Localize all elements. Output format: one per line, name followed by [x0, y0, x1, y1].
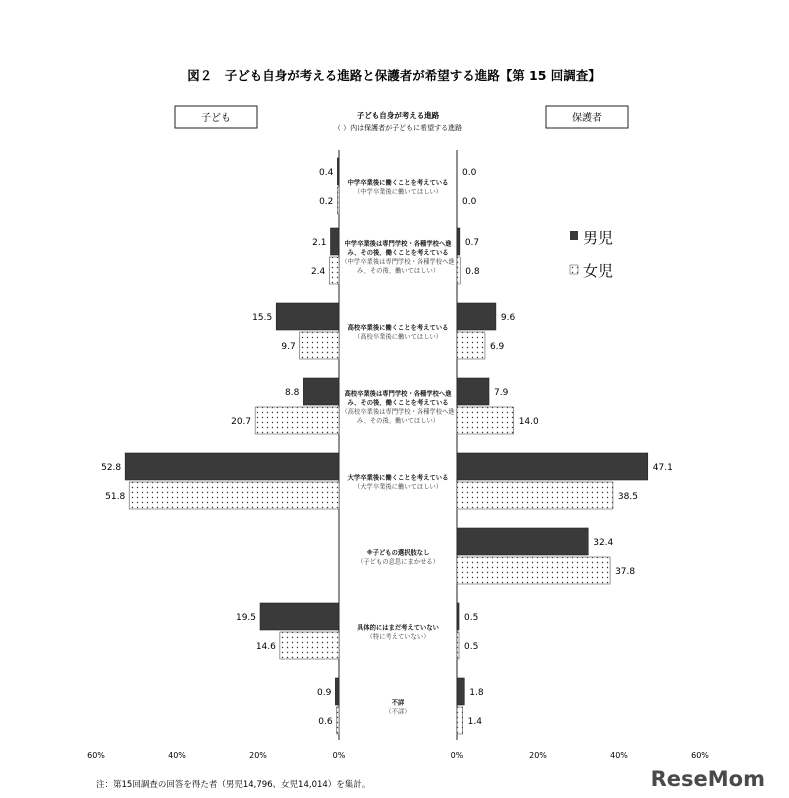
bar-child-boy-7-value: 0.9	[317, 688, 332, 698]
bar-parent-boy-6	[457, 603, 459, 630]
bar-child-boy-1	[330, 228, 339, 255]
bar-parent-girl-5-value: 37.8	[615, 567, 636, 577]
category-sublabel: （大学卒業後に働いてほしい）	[353, 483, 443, 491]
panel-label-left: 子ども	[201, 113, 231, 124]
bar-parent-girl-2-value: 6.9	[489, 342, 505, 352]
category-label: 不詳	[391, 699, 405, 707]
bar-parent-girl-4	[457, 482, 613, 509]
category-label: 具体的にはまだ考えていない	[357, 624, 439, 632]
bar-child-girl-6	[280, 632, 339, 659]
center-header-line2: （ ）内は保護者が子どもに希望する進路	[333, 124, 463, 132]
category-sublabel: （子どもの意思にまかせる）	[357, 558, 439, 566]
bar-parent-girl-1	[457, 257, 460, 284]
right-tick-label: 0%	[450, 751, 464, 760]
footnote: 注：第15回調査の回答を得た者（男児14,796、女児14,014）を集計。	[96, 780, 371, 790]
right-tick-label: 60%	[691, 751, 709, 760]
left-tick-label: 0%	[332, 751, 346, 760]
bar-parent-boy-1	[457, 228, 460, 255]
bar-parent-boy-7	[457, 678, 464, 705]
bar-parent-boy-1-value: 0.7	[464, 238, 480, 248]
bar-child-girl-2-value: 9.7	[281, 342, 296, 352]
bar-parent-boy-5-value: 32.4	[593, 538, 614, 548]
category-sublabel: み、その後、働いてほしい）	[356, 417, 440, 425]
bar-parent-boy-7-value: 1.8	[469, 688, 484, 698]
bar-parent-girl-6	[457, 632, 459, 659]
bar-child-girl-7-value: 0.6	[318, 717, 333, 727]
bar-child-girl-1	[329, 257, 339, 284]
bar-child-boy-4-value: 52.8	[101, 463, 122, 473]
category-label: 中学卒業後は専門学校・各種学校へ進	[344, 240, 452, 248]
legend-swatch-girl	[570, 265, 578, 274]
category-sublabel: （中学卒業後に働いてほしい）	[353, 188, 443, 196]
bar-parent-girl-3-value: 14.0	[518, 417, 539, 427]
category-sublabel: （特に考えていない）	[366, 633, 430, 641]
bar-child-boy-3	[303, 378, 339, 405]
bar-child-girl-0-value: 0.2	[319, 197, 334, 207]
bar-child-girl-1-value: 2.4	[310, 267, 326, 277]
bar-parent-girl-1-value: 0.8	[465, 267, 480, 277]
bar-child-boy-2	[276, 303, 339, 330]
bar-parent-boy-3-value: 7.9	[493, 388, 509, 398]
bar-child-girl-7	[337, 707, 339, 734]
bar-parent-boy-4	[457, 453, 648, 480]
bar-parent-girl-5	[457, 557, 610, 584]
bar-parent-boy-2-value: 9.6	[500, 313, 516, 323]
bar-child-boy-6-value: 19.5	[235, 613, 257, 623]
right-tick-label: 20%	[529, 751, 547, 760]
bar-child-girl-2	[300, 332, 339, 359]
left-tick-label: 40%	[168, 751, 186, 760]
category-label: 高校卒業後に働くことを考えている	[347, 324, 449, 332]
category-label: み、その後、働くことを考えている	[347, 399, 449, 407]
legend-label-girl: 女児	[583, 262, 614, 280]
category-sublabel: （中学卒業後は専門学校・各種学校へ進	[341, 258, 455, 266]
bar-child-boy-3-value: 8.8	[285, 388, 300, 398]
right-tick-label: 40%	[610, 751, 628, 760]
category-label: 高校卒業後は専門学校・各種学校へ進	[344, 390, 452, 398]
bar-child-boy-6	[260, 603, 339, 630]
bar-child-boy-0	[337, 158, 339, 185]
bar-parent-girl-0-value: 0.0	[462, 197, 477, 207]
bar-parent-boy-4-value: 47.1	[652, 463, 673, 473]
category-label: 大学卒業後に働くことを考えている	[347, 474, 449, 482]
category-label: ※子どもの選択肢なし	[366, 549, 430, 557]
category-sublabel: （不詳）	[385, 708, 411, 716]
bar-child-girl-3-value: 20.7	[231, 417, 252, 427]
bar-parent-girl-7-value: 1.4	[467, 717, 482, 727]
panel-label-right: 保護者	[572, 113, 602, 124]
bar-child-girl-4	[129, 482, 339, 509]
bar-child-boy-0-value: 0.4	[319, 168, 334, 178]
bar-parent-boy-0-value: 0.0	[462, 168, 477, 178]
resemom-watermark: ReseMom	[650, 767, 765, 791]
bar-parent-boy-6-value: 0.5	[464, 613, 479, 623]
category-label: 中学卒業後に働くことを考えている	[347, 179, 449, 187]
category-sublabel: （高校卒業後は専門学校・各種学校へ進	[341, 408, 455, 416]
bar-parent-girl-6-value: 0.5	[464, 642, 479, 652]
bar-child-boy-1-value: 2.1	[312, 238, 327, 248]
bar-parent-boy-2	[457, 303, 496, 330]
bar-parent-girl-7	[457, 707, 463, 734]
legend-label-boy: 男児	[583, 229, 614, 247]
bar-parent-girl-2	[457, 332, 485, 359]
bar-child-boy-4	[125, 453, 339, 480]
bar-parent-boy-5	[457, 528, 588, 555]
left-tick-label: 60%	[87, 751, 105, 760]
left-tick-label: 20%	[249, 751, 267, 760]
bar-parent-girl-4-value: 38.5	[617, 492, 638, 502]
category-sublabel: み、その後、働いてほしい）	[356, 267, 440, 275]
category-sublabel: （高校卒業後に働いてほしい）	[353, 333, 443, 341]
bar-child-girl-3	[255, 407, 339, 434]
legend-swatch-boy	[570, 231, 578, 240]
bar-child-girl-0	[337, 187, 339, 214]
category-label: み、その後、働くことを考えている	[347, 249, 449, 257]
bar-child-boy-7	[335, 678, 339, 705]
bar-child-girl-4-value: 51.8	[105, 492, 126, 502]
center-header-line1: 子ども自身が考える進路	[356, 111, 440, 120]
chart-title: 図２ 子ども自身が考える進路と保護者が希望する進路【第 15 回調査】	[187, 68, 601, 83]
bar-parent-boy-3	[457, 378, 489, 405]
bar-child-girl-6-value: 14.6	[255, 642, 276, 652]
bar-child-boy-2-value: 15.5	[252, 313, 273, 323]
bar-parent-girl-3	[457, 407, 514, 434]
